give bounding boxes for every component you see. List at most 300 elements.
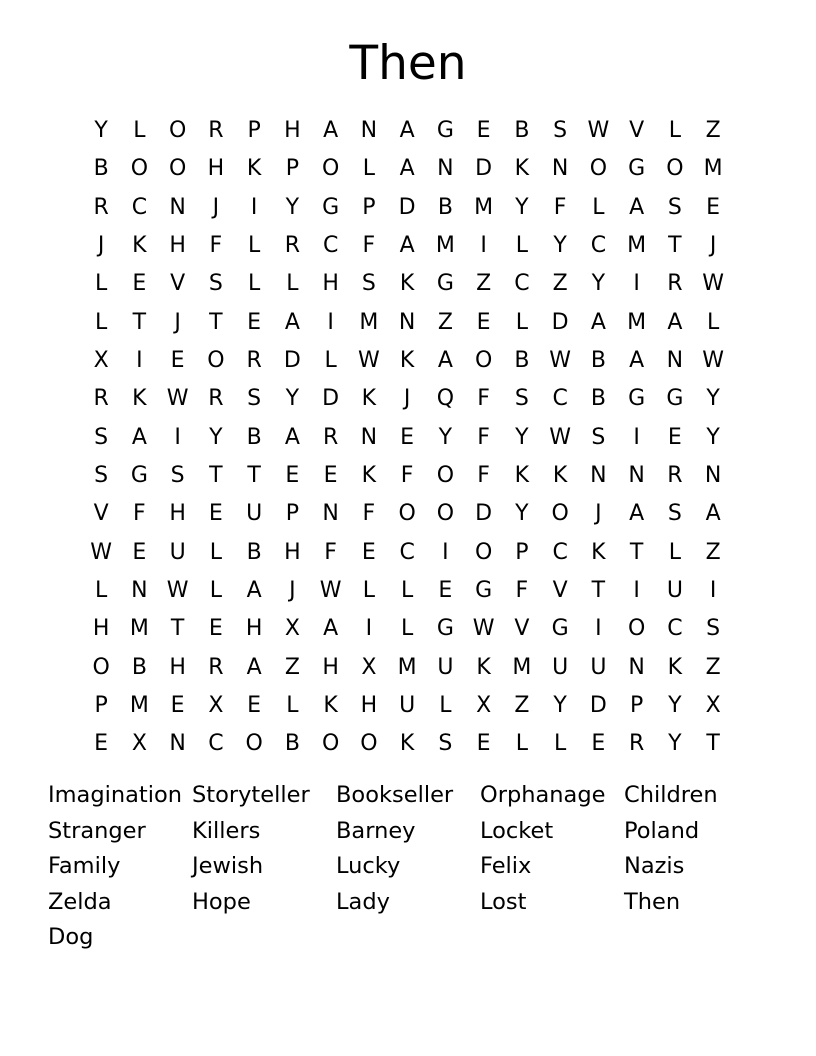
grid-cell: F [133, 501, 146, 527]
word-bank-item: Family [48, 853, 121, 880]
grid-cell: E [667, 424, 682, 450]
word-bank [48, 778, 768, 956]
grid-cell: G [436, 271, 454, 297]
grid-cell: I [174, 424, 181, 450]
grid-cell: K [132, 233, 147, 259]
grid-row [82, 227, 732, 265]
grid-cell: W [549, 424, 571, 450]
grid-cell: N [628, 654, 645, 680]
grid-cell: G [666, 386, 684, 412]
grid-cell: E [170, 348, 185, 374]
grid-cell: A [629, 501, 645, 527]
grid-cell: A [284, 309, 300, 335]
grid-cell: E [323, 463, 338, 489]
grid-cell: R [322, 424, 339, 450]
grid-cell: Y [515, 424, 529, 450]
grid-row [82, 265, 732, 303]
grid-cell: H [92, 616, 110, 642]
grid-cell: I [365, 616, 373, 642]
grid-cell: N [169, 731, 186, 757]
grid-cell: Z [284, 654, 300, 680]
word-bank-item: Bookseller [336, 782, 454, 808]
word-bank-item: Poland [624, 817, 700, 844]
grid-row [82, 687, 732, 725]
grid-cell: K [399, 731, 415, 757]
grid-cell: I [480, 233, 487, 259]
grid-cell: N [437, 156, 454, 182]
grid-cell: Z [705, 654, 721, 680]
grid-cell: S [94, 424, 109, 450]
grid-cell: D [551, 309, 569, 335]
grid-cell: S [706, 616, 721, 642]
grid-cell: A [323, 118, 339, 144]
word-bank-item: Felix [480, 853, 532, 880]
grid-cell: N [322, 501, 339, 527]
grid-cell: J [212, 194, 220, 220]
grid-cell: B [131, 654, 147, 680]
word-bank-item: Imagination [48, 782, 183, 808]
grid-cell: K [399, 348, 415, 374]
grid-cell: K [361, 463, 377, 489]
word-bank-item: Barney [336, 817, 416, 844]
grid-cell: H [169, 501, 186, 527]
grid-cell: R [208, 654, 224, 680]
grid-cell: E [94, 731, 109, 757]
grid-cell: R [208, 386, 224, 412]
grid-cell: A [399, 118, 415, 144]
grid-cell: N [590, 463, 607, 489]
grid-cell: X [476, 693, 492, 719]
grid-cell: B [93, 156, 109, 182]
grid-cell: L [668, 118, 681, 144]
grid-row [82, 380, 732, 418]
grid-cell: G [475, 578, 493, 604]
grid-cell: L [553, 731, 567, 757]
grid-cell: E [591, 731, 606, 757]
grid-cell: C [667, 616, 683, 642]
grid-cell: S [208, 271, 223, 297]
grid-cell: V [552, 578, 568, 604]
word-bank-item: Lucky [336, 853, 401, 880]
grid-cell: Q [436, 386, 455, 412]
grid-row [82, 112, 732, 150]
grid-cell: A [131, 424, 147, 450]
grid-cell: R [284, 233, 301, 259]
grid-cell: L [94, 271, 108, 297]
grid-cell: U [169, 539, 186, 565]
grid-cell: W [549, 348, 571, 374]
grid-cell: L [439, 693, 452, 719]
grid-cell: Z [705, 118, 721, 144]
word-bank-item: Locket [480, 817, 554, 844]
grid-cell: L [209, 539, 222, 565]
grid-cell: X [93, 348, 109, 374]
grid-cell: X [208, 693, 224, 719]
grid-cell: F [477, 463, 490, 489]
grid-cell: L [209, 578, 222, 604]
grid-cell: P [94, 693, 108, 719]
grid-cell: W [90, 539, 112, 565]
grid-cell: B [284, 731, 300, 757]
grid-cell: P [362, 194, 376, 220]
grid-cell: D [283, 348, 301, 374]
grid-cell: O [321, 731, 340, 757]
grid-cell: E [132, 539, 147, 565]
grid-cell: R [628, 731, 645, 757]
grid-cell: P [285, 501, 300, 527]
grid-cell: T [668, 233, 682, 259]
grid-cell: R [208, 118, 224, 144]
grid-cell: O [360, 731, 378, 757]
grid-cell: L [286, 271, 299, 297]
grid-cell: T [247, 463, 261, 489]
grid-cell: L [133, 118, 146, 144]
grid-cell: A [629, 194, 645, 220]
grid-cell: X [284, 616, 300, 642]
grid-row [82, 610, 732, 648]
grid-cell: E [400, 424, 415, 450]
grid-cell: O [436, 501, 455, 527]
grid-cell: A [246, 654, 262, 680]
grid-cell: X [705, 693, 721, 719]
grid-cell: T [170, 616, 185, 642]
grid-cell: Z [476, 271, 492, 297]
grid-cell: M [512, 654, 532, 680]
grid-cell: C [208, 731, 224, 757]
word-bank-item: Nazis [624, 853, 685, 880]
grid-row [82, 649, 732, 687]
grid-cell: Y [668, 693, 682, 719]
grid-cell: F [553, 194, 567, 220]
grid-cell: J [709, 233, 717, 259]
grid-cell: O [130, 156, 149, 182]
grid-row [82, 534, 732, 572]
grid-cell: I [442, 539, 449, 565]
grid-cell: G [628, 386, 646, 412]
grid-cell: C [399, 539, 415, 565]
grid-cell: O [321, 156, 340, 182]
grid-cell: L [515, 309, 528, 335]
grid-cell: E [706, 194, 721, 220]
grid-cell: Z [552, 271, 568, 297]
grid-cell: I [250, 194, 258, 220]
grid-cell: A [437, 348, 453, 374]
grid-row [82, 457, 732, 495]
grid-cell: Y [438, 424, 453, 450]
grid-cell: E [476, 118, 491, 144]
grid-cell: K [552, 463, 568, 489]
grid-cell: Y [285, 386, 300, 412]
grid-cell: L [362, 578, 375, 604]
grid-cell: P [247, 118, 261, 144]
grid-cell: C [590, 233, 607, 259]
grid-cell: S [514, 386, 529, 412]
grid-cell: C [552, 386, 568, 412]
grid-cell: Y [285, 194, 300, 220]
grid-cell: L [247, 233, 261, 259]
grid-cell: A [399, 156, 415, 182]
grid-cell: A [629, 348, 645, 374]
grid-cell: K [323, 693, 338, 719]
grid-cell: U [590, 654, 607, 680]
grid-cell: L [400, 616, 414, 642]
grid-cell: O [207, 348, 225, 374]
grid-cell: H [169, 654, 186, 680]
grid-cell: G [551, 616, 569, 642]
grid-cell: L [94, 578, 108, 604]
grid-cell: M [129, 693, 149, 719]
grid-cell: M [435, 233, 455, 259]
grid-cell: U [399, 693, 416, 719]
grid-cell: G [130, 463, 148, 489]
grid-cell: A [284, 424, 300, 450]
grid-cell: S [553, 118, 568, 144]
grid-cell: M [474, 194, 494, 220]
grid-cell: W [357, 348, 380, 374]
grid-cell: U [437, 654, 454, 680]
grid-cell: B [514, 348, 530, 374]
grid-cell: B [246, 424, 262, 450]
grid-row [82, 150, 732, 188]
grid-cell: Y [209, 424, 223, 450]
grid-cell: E [247, 693, 262, 719]
grid-cell: W [166, 386, 189, 412]
grid-cell: C [131, 194, 148, 220]
grid-cell: F [400, 463, 414, 489]
grid-cell: D [398, 194, 416, 220]
grid-cell: E [208, 501, 223, 527]
grid-cell: N [131, 578, 148, 604]
grid-cell: K [399, 271, 415, 297]
grid-cell: R [93, 386, 109, 412]
grid-cell: E [476, 309, 491, 335]
grid-cell: R [246, 348, 262, 374]
word-bank-item: Killers [192, 817, 261, 844]
grid-cell: N [551, 156, 569, 182]
grid-cell: V [170, 271, 186, 297]
grid-cell: O [436, 463, 455, 489]
word-bank-item: Hope [192, 888, 251, 915]
grid-cell: H [322, 271, 339, 297]
grid-cell: C [552, 539, 568, 565]
grid-cell: O [627, 616, 646, 642]
grid-cell: W [587, 118, 610, 144]
grid-cell: L [668, 539, 681, 565]
grid-cell: K [514, 463, 530, 489]
grid-cell: M [129, 616, 149, 642]
grid-cell: H [245, 616, 263, 642]
grid-cell: O [474, 539, 493, 565]
grid-cell: N [360, 424, 378, 450]
grid-cell: O [474, 348, 493, 374]
grid-cell: U [552, 654, 569, 680]
word-bank-item: Dog [48, 924, 94, 951]
grid-cell: U [246, 501, 263, 527]
grid-cell: O [666, 156, 684, 182]
grid-cell: Z [437, 309, 453, 335]
grid-cell: V [629, 118, 645, 144]
grid-cell: L [362, 156, 375, 182]
grid-cell: F [477, 424, 490, 450]
grid-cell: H [169, 233, 186, 259]
word-bank-item: Jewish [192, 853, 264, 880]
grid-cell: K [246, 156, 262, 182]
grid-cell: Y [668, 731, 682, 757]
grid-cell: J [97, 233, 105, 259]
grid-cell: N [169, 194, 186, 220]
grid-cell: A [323, 616, 339, 642]
grid-cell: Z [705, 539, 721, 565]
grid-cell: S [361, 271, 376, 297]
grid-cell: S [667, 501, 682, 527]
grid-cell: S [438, 731, 453, 757]
grid-cell: E [132, 271, 147, 297]
grid-cell: R [667, 463, 683, 489]
grid-cell: G [436, 616, 454, 642]
grid-cell: T [706, 731, 720, 757]
grid-cell: O [589, 156, 608, 182]
grid-cell: D [475, 501, 493, 527]
grid-cell: L [94, 309, 108, 335]
grid-cell: W [702, 348, 724, 374]
grid-cell: F [362, 501, 376, 527]
grid-cell: L [247, 271, 261, 297]
grid-cell: S [667, 194, 682, 220]
grid-cell: K [476, 654, 491, 680]
grid-cell: N [360, 118, 378, 144]
word-bank-item: Then [624, 888, 681, 915]
grid-cell: W [166, 578, 189, 604]
grid-row [82, 419, 732, 457]
grid-cell: T [629, 539, 644, 565]
grid-cell: H [207, 156, 225, 182]
grid-cell: K [591, 539, 606, 565]
grid-cell: F [324, 539, 337, 565]
word-bank-item: Storyteller [192, 782, 310, 808]
grid-cell: B [246, 539, 262, 565]
grid-cell: Y [706, 424, 720, 450]
grid-cell: T [132, 309, 147, 335]
grid-cell: E [208, 616, 223, 642]
grid-cell: Y [553, 233, 567, 259]
grid-row [82, 342, 732, 380]
grid-cell: I [595, 616, 602, 642]
grid-cell: D [475, 156, 493, 182]
grid-cell: Z [514, 693, 530, 719]
grid-cell: E [438, 578, 453, 604]
grid-cell: D [589, 693, 607, 719]
grid-row [82, 304, 732, 342]
grid-cell: Y [515, 501, 529, 527]
grid-cell: F [477, 386, 490, 412]
grid-cell: V [514, 616, 530, 642]
grid-cell: L [515, 233, 528, 259]
grid-cell: P [629, 693, 644, 719]
grid-cell: X [361, 654, 377, 680]
grid-cell: E [247, 309, 262, 335]
page-title: Then [349, 36, 467, 91]
grid-cell: B [514, 118, 530, 144]
word-bank-item: Lost [480, 888, 527, 915]
grid-cell: A [590, 309, 606, 335]
word-bank-item: Lady [336, 888, 390, 915]
grid-cell: H [322, 654, 339, 680]
grid-cell: Y [706, 386, 720, 412]
grid-cell: A [399, 233, 415, 259]
grid-cell: I [709, 578, 717, 604]
grid-cell: U [666, 578, 683, 604]
grid-cell: C [514, 271, 530, 297]
grid-cell: E [170, 693, 185, 719]
grid-cell: S [94, 463, 109, 489]
grid-cell: V [93, 501, 109, 527]
grid-cell: J [403, 386, 411, 412]
word-bank-item: Stranger [48, 817, 146, 844]
grid-cell: M [397, 654, 417, 680]
grid-cell: I [633, 271, 640, 297]
grid-cell: O [168, 156, 187, 182]
grid-cell: O [168, 118, 187, 144]
grid-cell: N [704, 463, 722, 489]
grid-cell: O [398, 501, 416, 527]
grid-cell: A [246, 578, 262, 604]
grid-cell: M [359, 309, 379, 335]
grid-cell: I [327, 309, 334, 335]
grid-cell: L [286, 693, 299, 719]
grid-row [82, 572, 732, 610]
word-bank-item: Orphanage [480, 782, 606, 808]
grid-cell: I [633, 578, 640, 604]
grid-cell: B [590, 348, 606, 374]
grid-cell: F [515, 578, 529, 604]
grid-cell: P [285, 156, 300, 182]
grid-cell: T [209, 309, 223, 335]
grid-cell: J [595, 501, 602, 527]
grid-cell: S [591, 424, 606, 450]
grid-cell: R [93, 194, 109, 220]
grid-cell: O [92, 654, 110, 680]
grid-cell: E [361, 539, 376, 565]
grid-cell: K [361, 386, 377, 412]
grid-cell: D [322, 386, 340, 412]
word-bank-item: Children [624, 782, 718, 808]
grid-cell: P [515, 539, 529, 565]
grid-cell: J [289, 578, 296, 604]
grid-cell: L [706, 309, 720, 335]
grid-cell: B [437, 194, 453, 220]
grid-cell: K [514, 156, 530, 182]
grid-cell: S [247, 386, 262, 412]
grid-cell: I [136, 348, 143, 374]
grid-cell: F [209, 233, 223, 259]
grid-cell: M [703, 156, 723, 182]
grid-cell: L [400, 578, 414, 604]
grid-cell: W [319, 578, 342, 604]
grid-cell: B [590, 386, 606, 412]
grid-cell: J [174, 309, 181, 335]
grid-cell: O [245, 731, 263, 757]
grid-cell: W [702, 271, 724, 297]
grid-cell: L [515, 731, 528, 757]
grid-cell: Y [591, 271, 606, 297]
grid-cell: A [667, 309, 683, 335]
grid-cell: E [285, 463, 300, 489]
grid-cell: F [362, 233, 376, 259]
grid-cell: K [132, 386, 147, 412]
grid-row [82, 725, 732, 763]
grid-cell: L [324, 348, 337, 374]
grid-cell: H [360, 693, 378, 719]
